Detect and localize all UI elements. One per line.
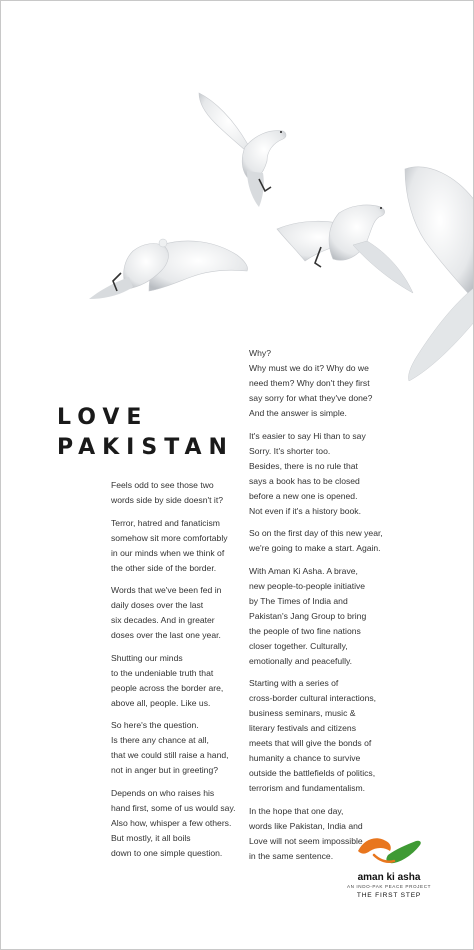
paragraph: Depends on who raises his hand first, some of us would say. Also how, whisper a few others. But mostly, it all boils down to one simple question. [111, 787, 236, 858]
paragraph: In the hope that one day, words like Pakistan, India and Love will not seem impossible in the same sentence. [249, 805, 363, 861]
left-text-column [111, 478, 241, 868]
headline-line-2: PAKISTAN [57, 435, 234, 460]
paragraph: Why? Why must we do it? Why do we need them? Why don't they first say sorry for what they've done? And the answer is simple. [249, 348, 373, 418]
paragraph: So on the first day of this new year, we're going to make a start. Again. [249, 528, 383, 553]
paragraph: Feels odd to see those two words side by side doesn't it? [111, 480, 223, 505]
paragraph: Shutting our minds to the undeniable truth that people across the border are, above all, people. Like us. [111, 652, 224, 708]
headline [57, 403, 234, 463]
paragraph: Terror, hatred and fanaticism somehow sit more comfortably in our minds when we think of the other side of the border. [111, 517, 228, 573]
paragraph: Starting with a series of cross-border cultural interactions, business seminars, music & literary festivals and citizens meets that will give the bonds of humanity a chance to survive outside the battlefields of politics, terrorism and fundamentalism. [249, 678, 377, 793]
doves-illustration [1, 1, 474, 381]
logo-tagline: AN INDO-PAK PEACE PROJECT [346, 884, 432, 889]
paragraph: So here's the question. Is there any chance at all, that we could still raise a hand, not in anger but in greeting? [111, 720, 229, 775]
peace-bird-icon [354, 831, 424, 871]
headline-line-1: LOVE [57, 405, 149, 430]
aman-ki-asha-logo [327, 831, 451, 899]
paragraph: It's easier to say Hi than to say Sorry. It's shorter too. Besides, there is no rule that says a book has to be closed before a new one is opened. Not even if it's a history book. [249, 430, 366, 516]
logo-slogan: THE FIRST STEP [356, 892, 422, 899]
dove-icon [89, 239, 248, 299]
dove-icon [405, 167, 474, 381]
right-text-column [249, 346, 399, 871]
paragraph: Words that we've been fed in daily doses over the last six decades. And in greater doses over the last one year. [111, 585, 222, 640]
dove-icon [199, 93, 286, 207]
paragraph: With Aman Ki Asha. A brave, new people-to-people initiative by The Times of India and Pakistan's Jang Group to bring the people of two fine nations closer together. Culturally, emotionally and peacefully. [249, 565, 367, 666]
dove-icon [277, 205, 413, 293]
logo-name: aman ki asha [357, 872, 421, 883]
